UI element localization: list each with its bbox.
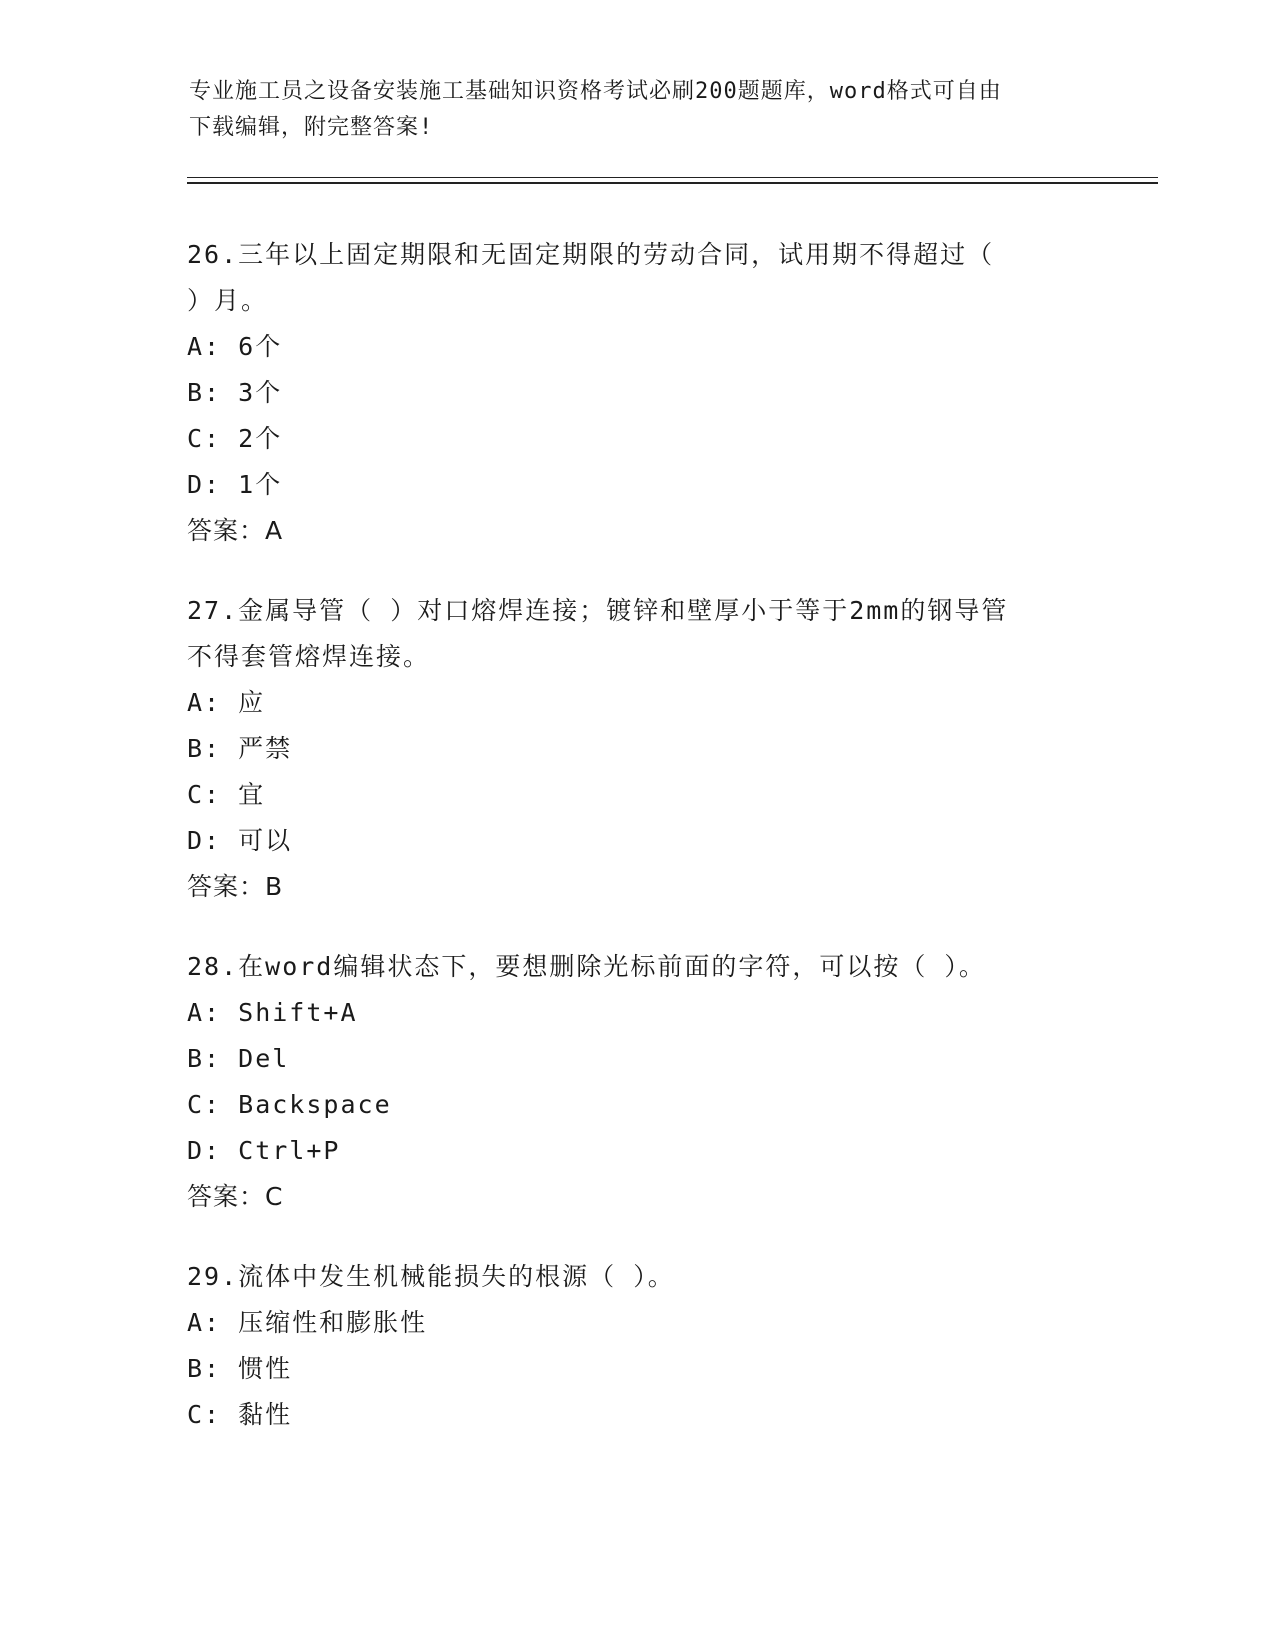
option-b: B: 严禁 [187,734,293,763]
option-b: B: 3个 [187,378,283,407]
header-line-1: 专业施工员之设备安装施工基础知识资格考试必刷200题题库，word格式可自由 [189,79,1002,104]
question-stem-line: ）月。 [187,286,269,315]
option-a: A: 压缩性和膨胀性 [187,1308,428,1337]
option-d: D: Ctrl+P [187,1136,341,1165]
option-c: C: 黏性 [187,1400,293,1429]
answer-line: 答案：A [187,516,284,545]
option-a: A: 6个 [187,332,283,361]
option-c: C: 宜 [187,780,266,809]
header-divider-thick [187,182,1158,184]
answer-line: 答案：C [187,1182,284,1211]
option-c: C: Backspace [187,1090,392,1119]
question-list [187,232,1087,1472]
option-b: B: 惯性 [187,1354,293,1383]
question-28 [187,944,1087,1220]
question-stem-line: 28.在word编辑状态下，要想删除光标前面的字符，可以按（ ）。 [187,952,986,981]
answer-line: 答案：B [187,872,284,901]
option-d: D: 1个 [187,470,283,499]
header-line-2: 下载编辑，附完整答案! [189,115,434,140]
question-stem-line: 29.流体中发生机械能损失的根源（ ）。 [187,1262,675,1291]
option-a: A: Shift+A [187,998,358,1027]
question-26 [187,232,1087,554]
question-stem-line: 27.金属导管（ ）对口熔焊连接；镀锌和壁厚小于等于2mm的钢导管 [187,596,1009,625]
question-29 [187,1254,1087,1438]
document-header [189,74,1089,146]
header-divider-thin [187,177,1158,178]
question-stem-line: 不得套管熔焊连接。 [187,642,431,671]
question-27 [187,588,1087,910]
option-b: B: Del [187,1044,290,1073]
option-a: A: 应 [187,688,266,717]
option-d: D: 可以 [187,826,293,855]
option-c: C: 2个 [187,424,283,453]
question-stem-line: 26.三年以上固定期限和无固定期限的劳动合同，试用期不得超过（ [187,240,995,269]
